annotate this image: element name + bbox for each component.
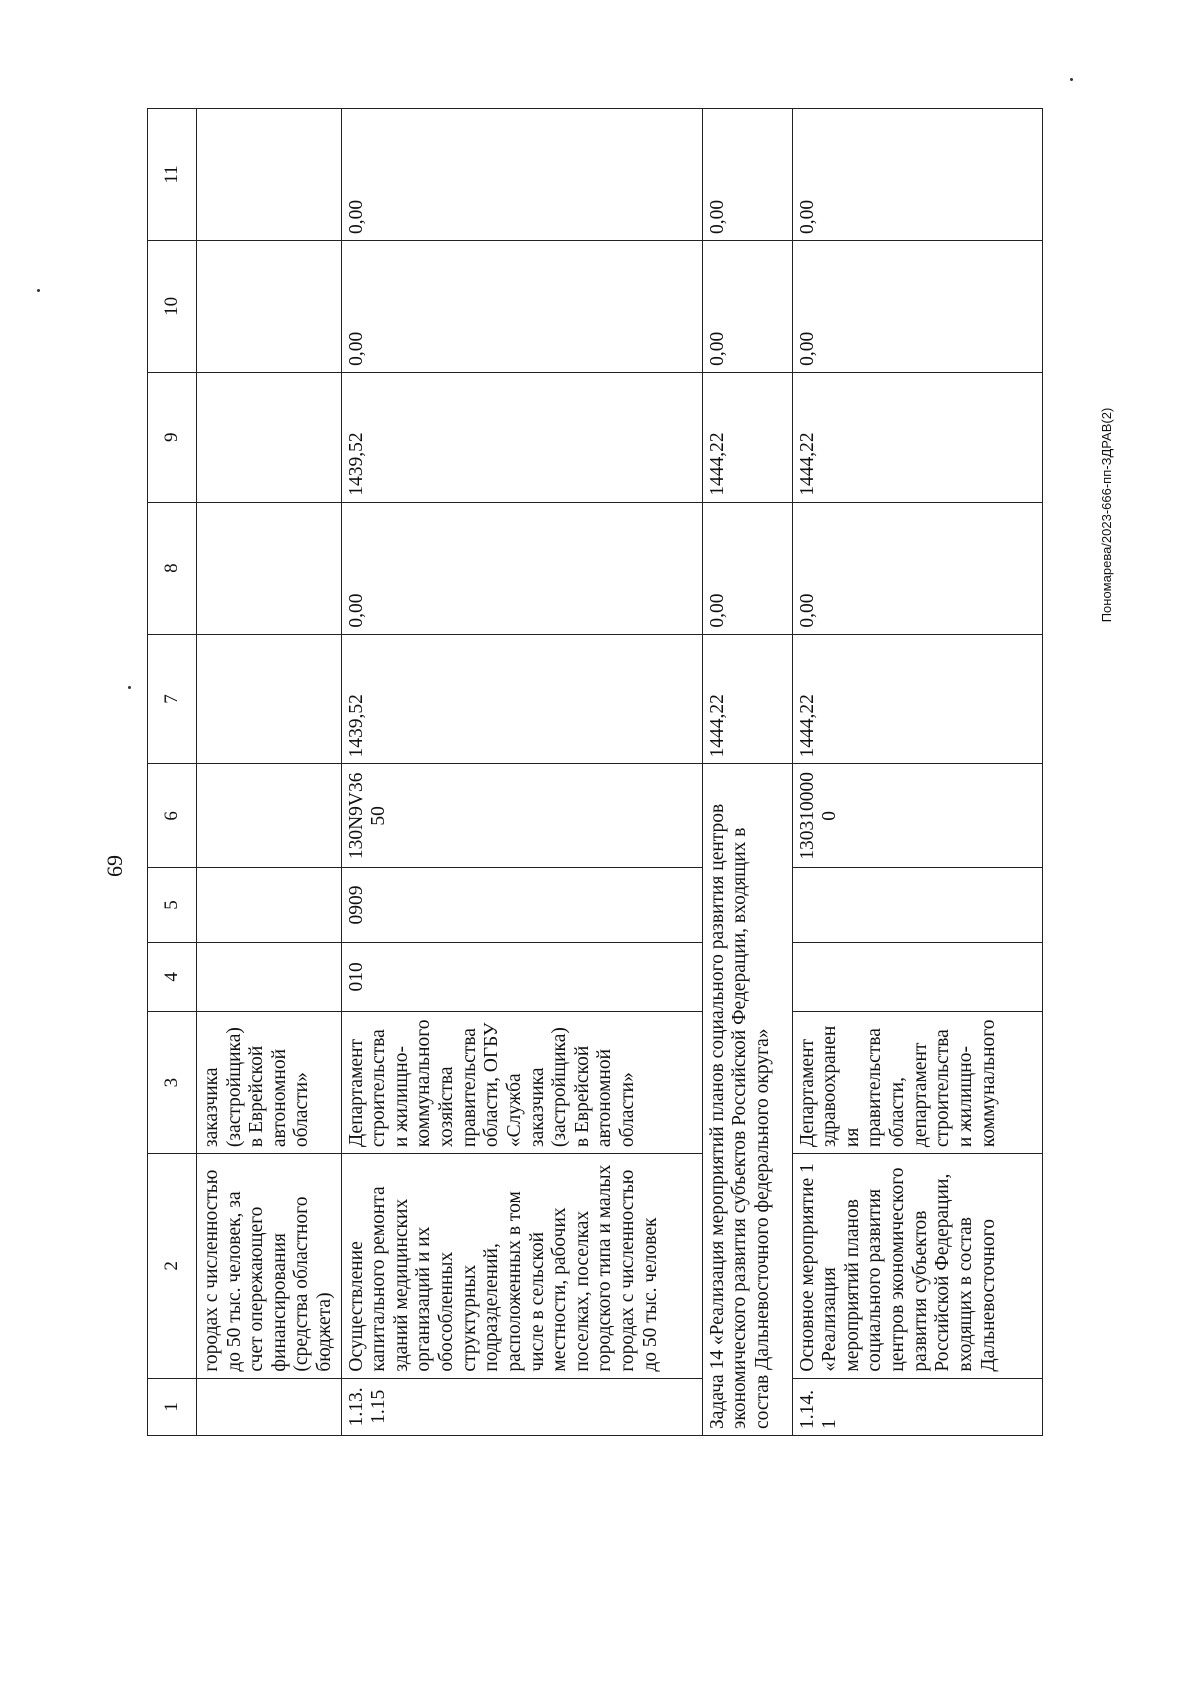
code-cell	[792, 942, 1042, 1011]
code-cell: 0909	[341, 868, 702, 943]
event-name-cell: Осуществление капитального ремонта зданий медицинских организаций и их обособленных структурных подразделений, расположенных в том числе в сельской местности, рабочих поселках, поселках городского типа и малых городах с численностью до 50 тыс. человек	[341, 1154, 702, 1379]
scan-speck	[128, 686, 131, 689]
budget-table-frame	[147, 108, 1077, 1436]
amount-cell: 1444,22	[702, 372, 792, 502]
amount-cell: 1444,22	[702, 634, 792, 764]
amount-cell	[197, 634, 342, 764]
amount-cell	[197, 502, 342, 634]
amount-cell: 0,00	[341, 109, 702, 241]
header-cell: 7	[148, 634, 197, 764]
code-cell: 010	[341, 942, 702, 1011]
row-number-cell: 1.14.1	[792, 1378, 1042, 1435]
amount-cell: 0,00	[702, 109, 792, 241]
header-cell: 9	[148, 372, 197, 502]
footer-code: Пономарева/2023-666-пп-ЗДРАВ(2)	[1099, 407, 1114, 623]
code-cell: 130N9V3650	[341, 764, 702, 868]
code-cell	[197, 942, 342, 1011]
amount-cell: 0,00	[341, 502, 702, 634]
amount-cell: 1444,22	[792, 634, 1042, 764]
amount-cell: 0,00	[792, 109, 1042, 241]
event-name-cell: Основное мероприятие 1 «Реализация мероприятий планов социального развития центров экономического развития субъектов Российской Федерации, входящих в состав Дальневосточного	[792, 1154, 1042, 1379]
header-row	[148, 109, 197, 1436]
amount-cell: 0,00	[702, 240, 792, 372]
header-cell: 4	[148, 942, 197, 1011]
executor-cell: Департамент здравоохранения правительства области, департамент строительства и жилищно-коммунального	[792, 1012, 1042, 1154]
amount-cell	[197, 240, 342, 372]
amount-cell: 0,00	[341, 240, 702, 372]
row-number-cell	[197, 1378, 342, 1435]
scan-speck	[1070, 78, 1073, 81]
amount-cell: 1439,52	[341, 634, 702, 764]
task-title-cell: Задача 14 «Реализация мероприятий планов социального развития центров экономического развития субъектов Российской Федерации, входящих в состав Дальневосточного федерального округа»	[702, 764, 792, 1436]
executor-cell: заказчика (застройщика) в Еврейской автономной области»	[197, 1012, 342, 1154]
code-cell	[792, 868, 1042, 943]
header-cell: 10	[148, 240, 197, 372]
table-row	[197, 109, 342, 1436]
code-cell: 1303100000	[792, 764, 1042, 868]
header-cell: 1	[148, 1378, 197, 1435]
row-number-cell: 1.13.1.15	[341, 1378, 702, 1435]
header-cell: 6	[148, 764, 197, 868]
budget-table	[147, 108, 1043, 1436]
amount-cell: 0,00	[792, 240, 1042, 372]
code-cell	[197, 868, 342, 943]
amount-cell: 0,00	[792, 502, 1042, 634]
amount-cell: 0,00	[702, 502, 792, 634]
executor-cell: Департамент строительства и жилищно-коммунального хозяйства правительства области, ОГБУ «Служба заказчика (застройщика) в Еврейской автономной области»	[341, 1012, 702, 1154]
page-number: 69	[102, 855, 127, 877]
header-cell: 3	[148, 1012, 197, 1154]
amount-cell	[197, 109, 342, 241]
header-cell: 5	[148, 868, 197, 943]
event-name-cell: городах с численностью до 50 тыс. человек, за счет опережающего финансирования (средства областного бюджета)	[197, 1154, 342, 1379]
header-cell: 2	[148, 1154, 197, 1379]
task-row	[702, 109, 792, 1436]
amount-cell: 1439,52	[341, 372, 702, 502]
header-cell: 11	[148, 109, 197, 241]
header-cell: 8	[148, 502, 197, 634]
code-cell	[197, 764, 342, 868]
amount-cell: 1444,22	[792, 372, 1042, 502]
scan-speck	[37, 289, 40, 292]
amount-cell	[197, 372, 342, 502]
table-row	[341, 109, 702, 1436]
table-row	[792, 109, 1042, 1436]
